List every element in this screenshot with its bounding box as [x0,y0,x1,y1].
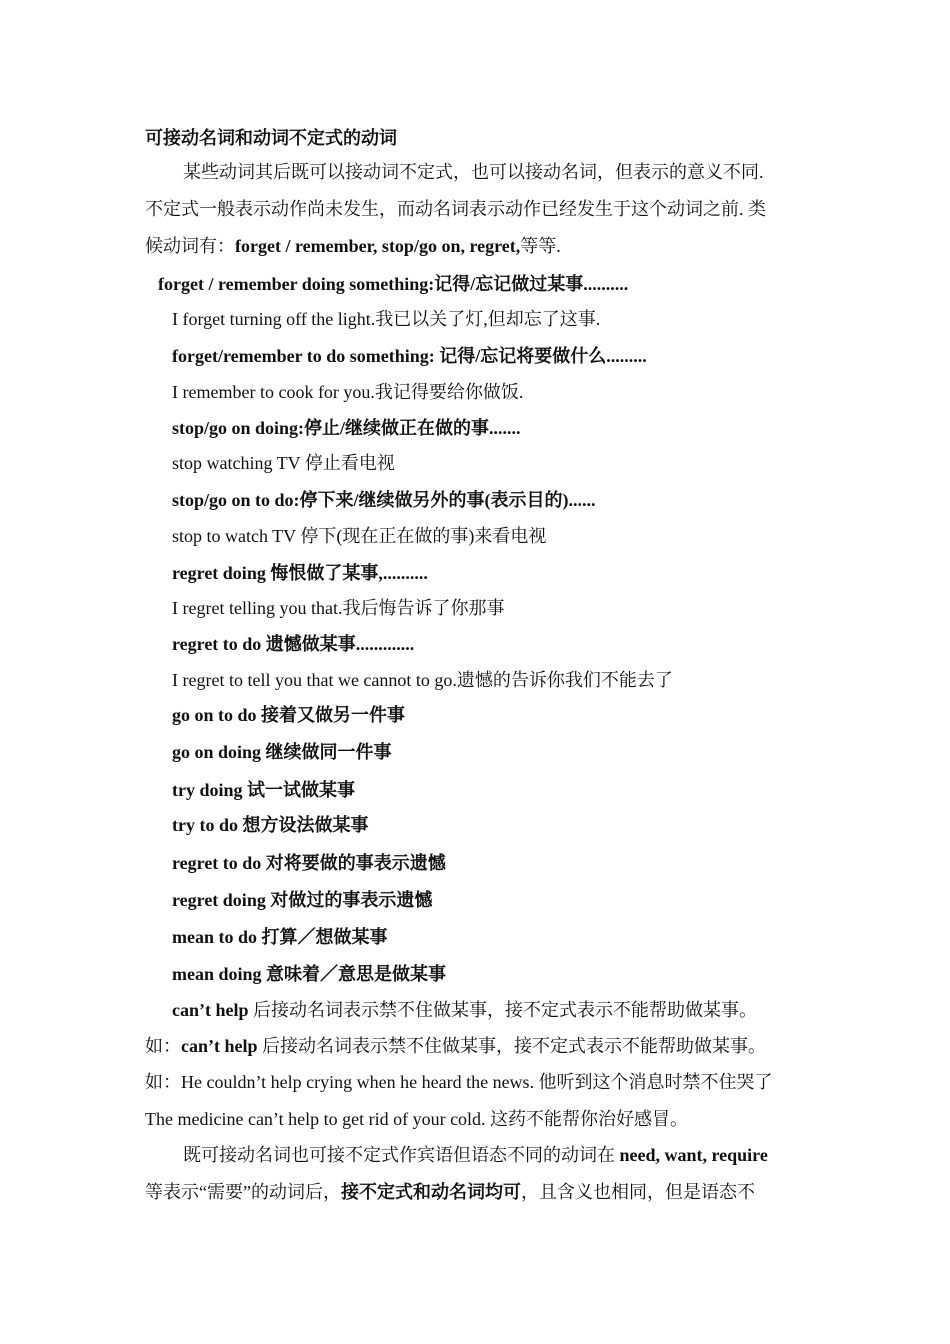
cant-help-line-3 [145,1070,773,1094]
pair-zh: 接着又做另一件事 [261,705,406,725]
need-line-2 [145,1180,755,1204]
intro-line-1: 某些动词其后既可以接动词不定式，也可以接动名词，但表示的意义不同. [183,162,764,182]
pair-zh: 对将要做的事表示遗憾 [265,853,446,873]
cant-help-example: He couldn’t help crying when he heard the news. 他听到这个消息时禁不住哭了 [181,1072,773,1092]
pair-zh: 打算／想做某事 [261,927,388,947]
cant-help-line-1 [172,998,757,1022]
example-forget-turning: I forget turning off the light.我已以关了灯,但却忘了这事. [172,309,601,329]
need-pre: 等表示“需要”的动词后， [145,1182,341,1202]
cant-help-desc: 后接动名词表示禁不住做某事，接不定式表示不能帮助做某事。 [248,1000,757,1020]
rule-stop-go-on-doing: stop/go on doing:停止/继续做正在做的事....... [172,418,521,438]
pair-try-to-do [172,813,369,837]
pair-zh: 对做过的事表示遗憾 [270,890,433,910]
rule-stop-go-on-to-do: stop/go on to do:停下来/继续做另外的事(表示目的)...... [172,490,596,510]
pair-en: regret to do [172,853,262,873]
intro-line-3 [145,234,561,258]
intro-line-3-verbs: forget / remember, stop/go on, regret, [235,236,521,256]
pair-en: go on to do [172,705,257,725]
pair-mean-to-do [172,925,388,949]
cant-help-line-4: The medicine can’t help to get rid of your cold. 这药不能帮你治好感冒。 [145,1109,689,1129]
example-stop-to-watch: stop to watch TV 停下(现在正在做的事)来看电视 [172,526,547,546]
pair-zh: 试一试做某事 [247,780,356,800]
pair-regret-to-do [172,851,446,875]
cant-help-prefix: 如： [145,1072,181,1092]
pair-en: mean to do [172,927,257,947]
pair-en: try doing [172,780,243,800]
doc-title: 可接动名词和动词不定式的动词 [145,128,397,148]
need-line-1 [183,1143,768,1167]
need-text: 既可接动名词也可接不定式作宾语但语态不同的动词在 [183,1145,620,1165]
intro-line-3-post: 等等. [520,236,561,256]
pair-zh: 意味着／意思是做某事 [266,964,447,984]
pair-zh: 想方设法做某事 [242,815,369,835]
pair-try-doing [172,778,355,802]
rule-regret-to-do: regret to do 遗憾做某事............. [172,634,415,654]
need-verbs: need, want, require [619,1145,768,1165]
pair-en: go on doing [172,742,262,762]
pair-en: regret doing [172,890,266,910]
intro-line-3-pre: 候动词有： [145,236,235,256]
example-stop-watching: stop watching TV 停止看电视 [172,453,395,473]
example-remember-to-cook: I remember to cook for you.我记得要给你做饭. [172,382,524,402]
cant-help-term: can’t help [172,1000,249,1020]
pair-en: try to do [172,815,238,835]
cant-help-line-2 [145,1034,766,1058]
pair-regret-doing [172,888,432,912]
rule-regret-doing: regret doing 悔恨做了某事,.......... [172,563,428,583]
example-regret-telling: I regret telling you that.我后悔告诉了你那事 [172,598,505,618]
pair-go-on-to-do [172,703,405,727]
cant-help-term: can’t help [181,1036,258,1056]
cant-help-prefix: 如： [145,1036,181,1056]
intro-line-2: 不定式一般表示动作尚未发生，而动名词表示动作已经发生于这个动词之前. 类 [145,199,766,219]
rule-forget-remember-doing: forget / remember doing something:记得/忘记做过某事.......... [158,274,629,294]
rule-forget-remember-to-do: forget/remember to do something: 记得/忘记将要做什么......... [172,346,647,366]
need-post: ，且含义也相同，但是语态不 [520,1182,755,1202]
need-emphasis: 接不定式和动名词均可 [340,1182,521,1202]
example-regret-to-tell: I regret to tell you that we cannot to go.遗憾的告诉你我们不能去了 [172,670,673,690]
cant-help-desc: 后接动名词表示禁不住做某事，接不定式表示不能帮助做某事。 [257,1036,766,1056]
pair-mean-doing [172,962,446,986]
pair-zh: 继续做同一件事 [265,742,392,762]
pair-en: mean doing [172,964,262,984]
pair-go-on-doing [172,740,392,764]
